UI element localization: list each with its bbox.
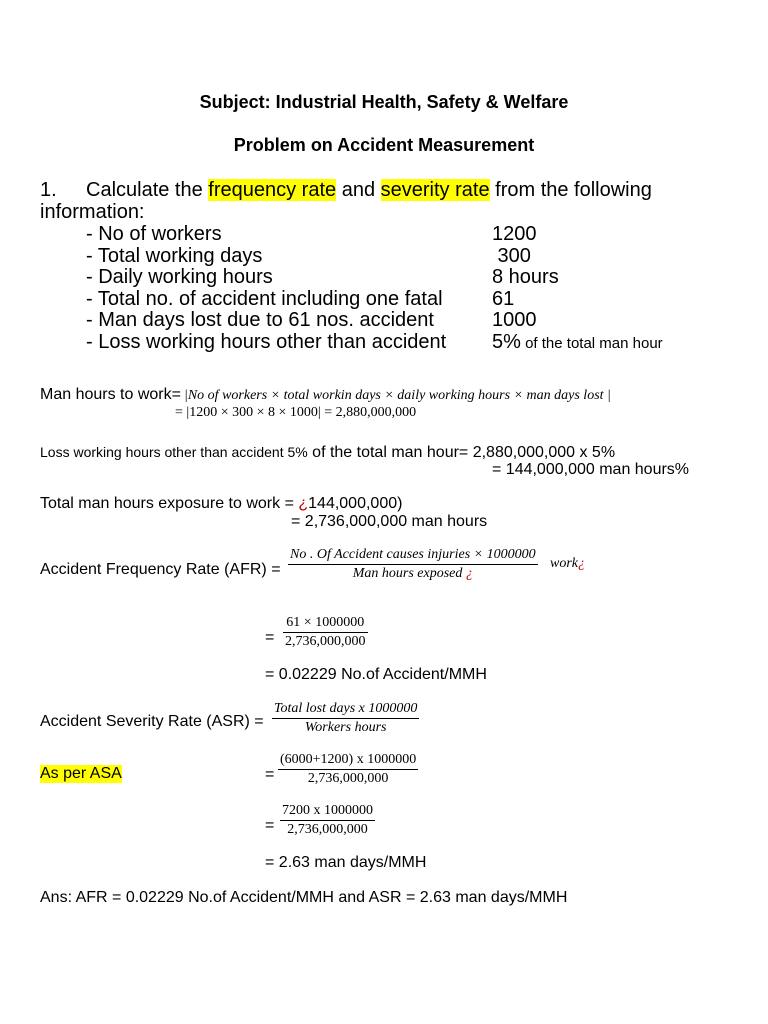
- asr-numerator: Total lost days x 1000000: [272, 700, 419, 719]
- value-text: 5%: [492, 331, 521, 353]
- asr-fraction-3: [280, 802, 375, 839]
- loss-equation: of the total man hour= 2,880,000,000 x 5%: [307, 444, 616, 461]
- afr-fraction-2: [283, 614, 368, 651]
- list-item-label: - Loss working hours other than accident: [86, 331, 447, 353]
- list-item-label: - Total working days: [86, 245, 263, 267]
- asr-fraction-2: [278, 751, 418, 788]
- loss-hours-line: [40, 444, 615, 462]
- question-text: from the following: [489, 179, 652, 201]
- error-mark: ¿: [465, 566, 473, 581]
- manhours-formula: |No of workers × total workin days × daily working hours × man days lost |: [184, 388, 611, 403]
- list-item-value: 61: [492, 288, 515, 310]
- asr-denominator: Workers hours: [304, 720, 387, 735]
- list-item-label: - No of workers: [86, 223, 222, 245]
- asr-result: = 2.63 man days/MMH: [265, 854, 427, 871]
- asr-fraction: [272, 700, 419, 737]
- afr-fraction: [288, 546, 538, 583]
- loss-label: Loss working hours other than accident 5%: [40, 444, 308, 460]
- afr-denominator-text: Man hours exposed: [352, 566, 466, 581]
- list-item-value: 300: [492, 245, 531, 267]
- afr-label: Accident Frequency Rate (AFR) =: [40, 561, 281, 578]
- question-text: and: [336, 179, 381, 201]
- list-item-label: - Total no. of accident including one fatal: [86, 288, 443, 310]
- manhours-label: Man hours to work=: [40, 386, 181, 403]
- afr-numerator: No . Of Accident causes injuries × 1000000: [288, 546, 538, 565]
- asr-numerator-3: 7200 x 1000000: [280, 802, 375, 821]
- problem-heading: Problem on Accident Measurement: [233, 135, 535, 155]
- manhours-calculation: = |1200 × 300 × 8 × 1000| = 2,880,000,000: [175, 405, 417, 420]
- afr-numerator-2: 61 × 1000000: [283, 614, 368, 633]
- afr-tail-text: work: [550, 556, 578, 571]
- highlight-frequency-rate: frequency rate: [208, 179, 337, 201]
- answer-line: Ans: AFR = 0.02229 No.of Accident/MMH and ASR = 2.63 man days/MMH: [40, 889, 568, 906]
- error-mark: ¿: [298, 495, 309, 512]
- exposure-line: [40, 495, 402, 513]
- equals-sign: =: [265, 629, 275, 646]
- asr-numerator-2: (6000+1200) x 1000000: [278, 751, 418, 770]
- exposure-result: = 2,736,000,000 man hours: [291, 513, 488, 530]
- list-item-value: [492, 331, 663, 355]
- asr-denominator-2: 2,736,000,000: [307, 771, 389, 786]
- list-item-label: - Daily working hours: [86, 266, 273, 288]
- afr-denominator-2: 2,736,000,000: [285, 634, 366, 649]
- question-line-2: information:: [40, 201, 145, 223]
- asr-label: Accident Severity Rate (ASR) =: [40, 713, 264, 730]
- list-item-value: 8 hours: [492, 266, 559, 288]
- exposure-label: Total man hours exposure to work =: [40, 495, 299, 512]
- equals-sign: =: [265, 817, 275, 834]
- error-mark: ¿: [578, 556, 585, 571]
- list-item-value: 1200: [492, 223, 537, 245]
- value-suffix: of the total man hour: [520, 335, 663, 352]
- question-number: 1.: [40, 179, 57, 201]
- subject-heading: Subject: Industrial Health, Safety & Welfare: [199, 92, 569, 112]
- question-text: Calculate the: [86, 179, 209, 201]
- afr-denominator: [288, 565, 538, 583]
- equals-sign: =: [265, 766, 275, 783]
- as-per-asa-label: As per ASA: [40, 765, 122, 782]
- list-item-value: 1000: [492, 309, 537, 331]
- list-item-label: - Man days lost due to 61 nos. accident: [86, 309, 434, 331]
- afr-result: = 0.02229 No.of Accident/MMH: [265, 666, 487, 683]
- loss-result: = 144,000,000 man hours%: [492, 461, 690, 478]
- question-line-1: [86, 179, 652, 201]
- exposure-value: 144,000,000): [308, 495, 403, 512]
- afr-tail: [550, 556, 585, 572]
- asr-denominator-3: 2,736,000,000: [287, 822, 368, 837]
- highlight-severity-rate: severity rate: [380, 179, 490, 201]
